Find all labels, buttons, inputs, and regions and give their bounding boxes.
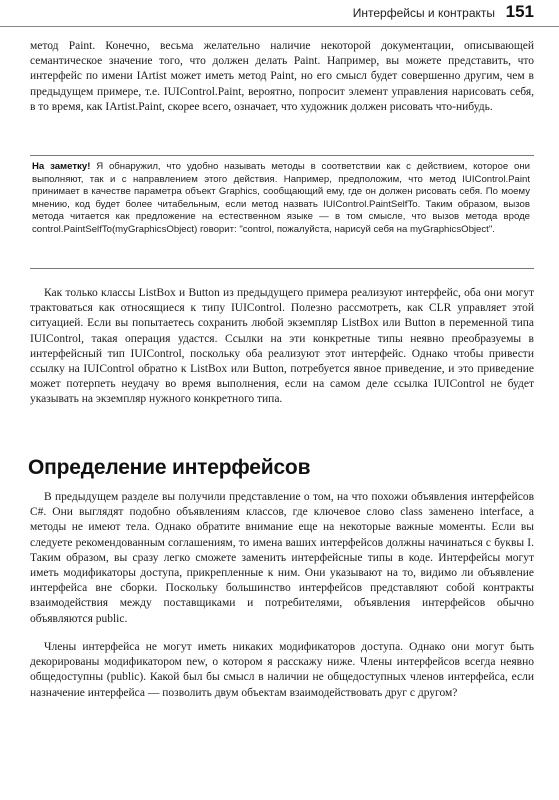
section-heading: Определение интерфейсов [28,456,311,479]
note-label: На заметку! [32,161,91,172]
running-title: Интерфейсы и контракты [352,6,495,20]
note-body [32,161,530,237]
page-number: 151 [505,2,534,21]
note-box [30,155,534,269]
paragraph-2: Как только классы ListBox и Button из предыдущего примера реализуют интерфейс, оба они могут трактоваться как относящиеся к типу IUIControl. Полезно рассмотреть, как CLR управляет этой ситуацией. Если вы попытаетесь сохранить любой экземпляр ListBox или Button в переменной типа IUIControl, такая операция удастся. Ссылки на эти конкретные типы неявно преобразуемы в интерфейсный тип IUIControl, поскольку оба реализуют этот интерфейс. Однако чтобы привести ссылку на IUIControl обратно к ListBox или Button, потребуется явное приведение, и это приведение может потерпеть неудачу во время выполнения, если на самом деле ссылка IUIControl не будет указывать на экземпляр нужного конкретного типа. [30,287,534,406]
note-text: Я обнаружил, что удобно называть методы в соответствии как с действием, которое они выполняют, так и с направлением этого действия. Например, предположим, что метод IUIControl.Paint принимает в качестве параметра объект Graphics, сообщающий ему, где он должен рисовать себя. По моему мнению, код будет более читабельным, если метод назвать IUIControl.PaintSelfTo. Таким образом, вызов метода читается как предложение на естественном языке — в том смысле, что вызов метода вроде control.PaintSelfTo(myGraphicsObject) говорит: "control, пожалуйста, нарисуй себя на myGraphicsObject". [32,161,530,235]
paragraph-4: Члены интерфейса не могут иметь никаких модификаторов доступа. Однако они могут быть декорированы модификатором new, о котором я расскажу ниже. Члены интерфейсов всегда неявно общедоступны (public). Какой был бы смысл в наличии не общедоступных членов интерфейса, если назначение интерфейса — позволить двум объектам взаимодействовать друг с другом? [30,641,534,699]
page-header [0,0,559,27]
paragraph-3: В предыдущем разделе вы получили представление о том, на что похожи объявления интерфейсов C#. Они выглядят подобно объявлениям классов, где ключевое слово class заменено interface, а методы не имеют тела. Однако обратите внимание еще на некоторые важные моменты. Если вы следуете рекомендованным соглашениям, то имена ваших интерфейсов должны начинаться с буквы I. Таким образом, вы сразу легко сможете заменить интерфейсные типы в коде. Интерфейсы могут иметь модификаторы доступа, прикрепленные к ним. Они указывают на то, видимо ли объявление интерфейса вне сборки. Поскольку большинство интерфейсов представляют собой контракты взаимодействия между поставщиками и потребителями, объявления интерфейсов обычно объявляются public. [30,491,534,625]
paragraph-1: метод Paint. Конечно, весьма желательно наличие некоторой документации, описывающей семантическое значение того, что должен делать Paint. Например, вы можете представить, что интерфейс по имени IArtist может иметь метод Paint, но его смысл будет совершенно другим, чем в предыдущем примере, т.е. IUIControl.Paint, вероятно, попросит элемент управления нарисовать себя, в то время, как IArtist.Paint, скорее всего, означает, что художник должен рисовать что-нибудь. [30,40,534,113]
